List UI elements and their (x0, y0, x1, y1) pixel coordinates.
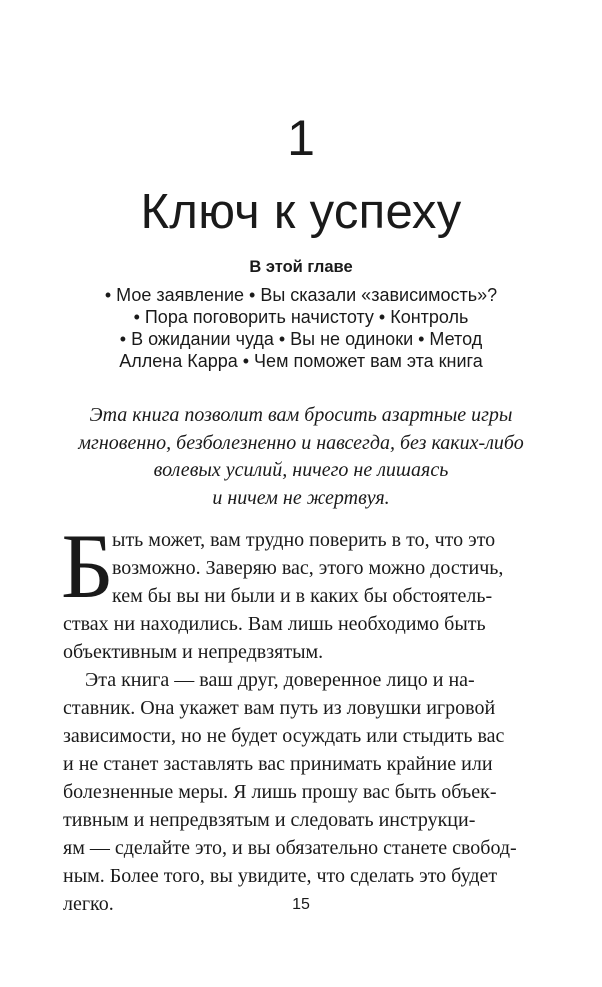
body-line: ыть может, вам трудно поверить в то, что это (112, 529, 496, 551)
body-line: тивным и непредвзятым и следовать инструкци- (63, 809, 476, 831)
contents-line: • Пора поговорить начистоту • Контроль (133, 307, 469, 327)
paragraph-2 (63, 666, 517, 918)
contents-line: • Мое заявление • Вы сказали «зависимость»? (104, 285, 498, 305)
body-line: ставник. Она укажет вам путь из ловушки игровой (63, 697, 496, 719)
chapter-number: 1 (287, 110, 315, 166)
epigraph-line: и ничем не жертвуя. (212, 486, 390, 509)
body-line: болезненные меры. Я лишь прошу вас быть объек- (63, 781, 497, 803)
body-line: и не станет заставлять вас принимать крайние или (63, 753, 493, 775)
body-line: объективным и непредвзятым. (63, 641, 324, 663)
body-line: зависимости, но не будет осуждать или стыдить вас (63, 725, 505, 747)
drop-cap: Б (61, 515, 114, 617)
epigraph (40, 402, 562, 512)
body-line: Эта книга — ваш друг, доверенное лицо и на- (85, 669, 475, 691)
epigraph-line: Эта книга позволит вам бросить азартные игры (89, 404, 513, 426)
page-number: 15 (292, 896, 310, 913)
contents-line: Аллена Карра • Чем поможет вам эта книга (119, 351, 483, 371)
contents-line: • В ожидании чуда • Вы не одиноки • Метод (119, 329, 483, 349)
epigraph-line: мгновенно, безболезненно и навсегда, без каких-либо (78, 431, 524, 454)
body-line: ям — сделайте это, и вы обязательно станете свобод- (63, 837, 517, 859)
body-line: кем бы вы ни были и в каких бы обстоятель- (112, 585, 493, 607)
body-line: ным. Более того, вы увидите, что сделать это будет (63, 865, 498, 887)
body-line: возможно. Заверяю вас, этого можно достичь, (112, 557, 504, 579)
chapter-contents (60, 256, 542, 372)
paragraph-1 (61, 515, 513, 638)
body-text (61, 515, 517, 918)
body-line: легко. (63, 893, 114, 915)
contents-heading: В этой главе (249, 258, 353, 276)
body-line: ствах ни находились. Вам лишь необходимо быть (63, 613, 486, 635)
chapter-title: Ключ к успеху (140, 185, 462, 239)
epigraph-line: волевых усилий, ничего не лишаясь (153, 459, 449, 481)
